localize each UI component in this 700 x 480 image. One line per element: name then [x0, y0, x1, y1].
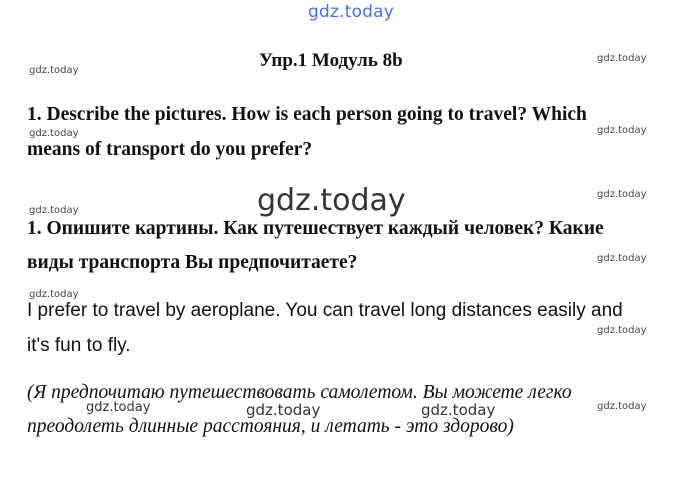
answer-en-line1: I prefer to travel by aeroplane. You can travel long distances easily and: [27, 300, 623, 321]
watermark: gdz.today: [29, 289, 79, 300]
task-en-line1: 1. Describe the pictures. How is each person going to travel? Which: [27, 104, 587, 125]
watermark: gdz.today: [29, 65, 79, 76]
task-ru-line1: 1. Опишите картины. Как путешествует каждый человек? Какие: [27, 218, 604, 239]
watermark: gdz.today: [597, 53, 647, 64]
watermark: gdz.today: [29, 128, 79, 139]
task-en-line2: means of transport do you prefer?: [27, 139, 313, 160]
watermark: gdz.today: [597, 189, 647, 200]
watermark: gdz.today: [86, 400, 151, 415]
watermark: gdz.today: [597, 401, 647, 412]
answer-en-line2: it's fun to fly.: [27, 335, 131, 356]
answer-ru-line2: преодолеть длинные расстояния, и летать - это здорово): [27, 416, 514, 437]
watermark: gdz.today: [29, 205, 79, 216]
watermark: gdz.today: [597, 325, 647, 336]
watermark: gdz.today: [597, 125, 647, 136]
watermark: gdz.today: [421, 401, 496, 419]
watermark: gdz.today: [246, 401, 321, 419]
watermark: gdz.today: [597, 253, 647, 264]
page-title: Упр.1 Модуль 8b: [259, 50, 403, 71]
answer-ru-line1: (Я предпочитаю путешествовать самолетом. Вы можете легко: [27, 382, 572, 403]
watermark-big: gdz.today: [257, 183, 406, 218]
task-ru-line2: виды транспорта Вы предпочитаете?: [27, 252, 358, 273]
watermark-top: gdz.today: [308, 2, 395, 22]
